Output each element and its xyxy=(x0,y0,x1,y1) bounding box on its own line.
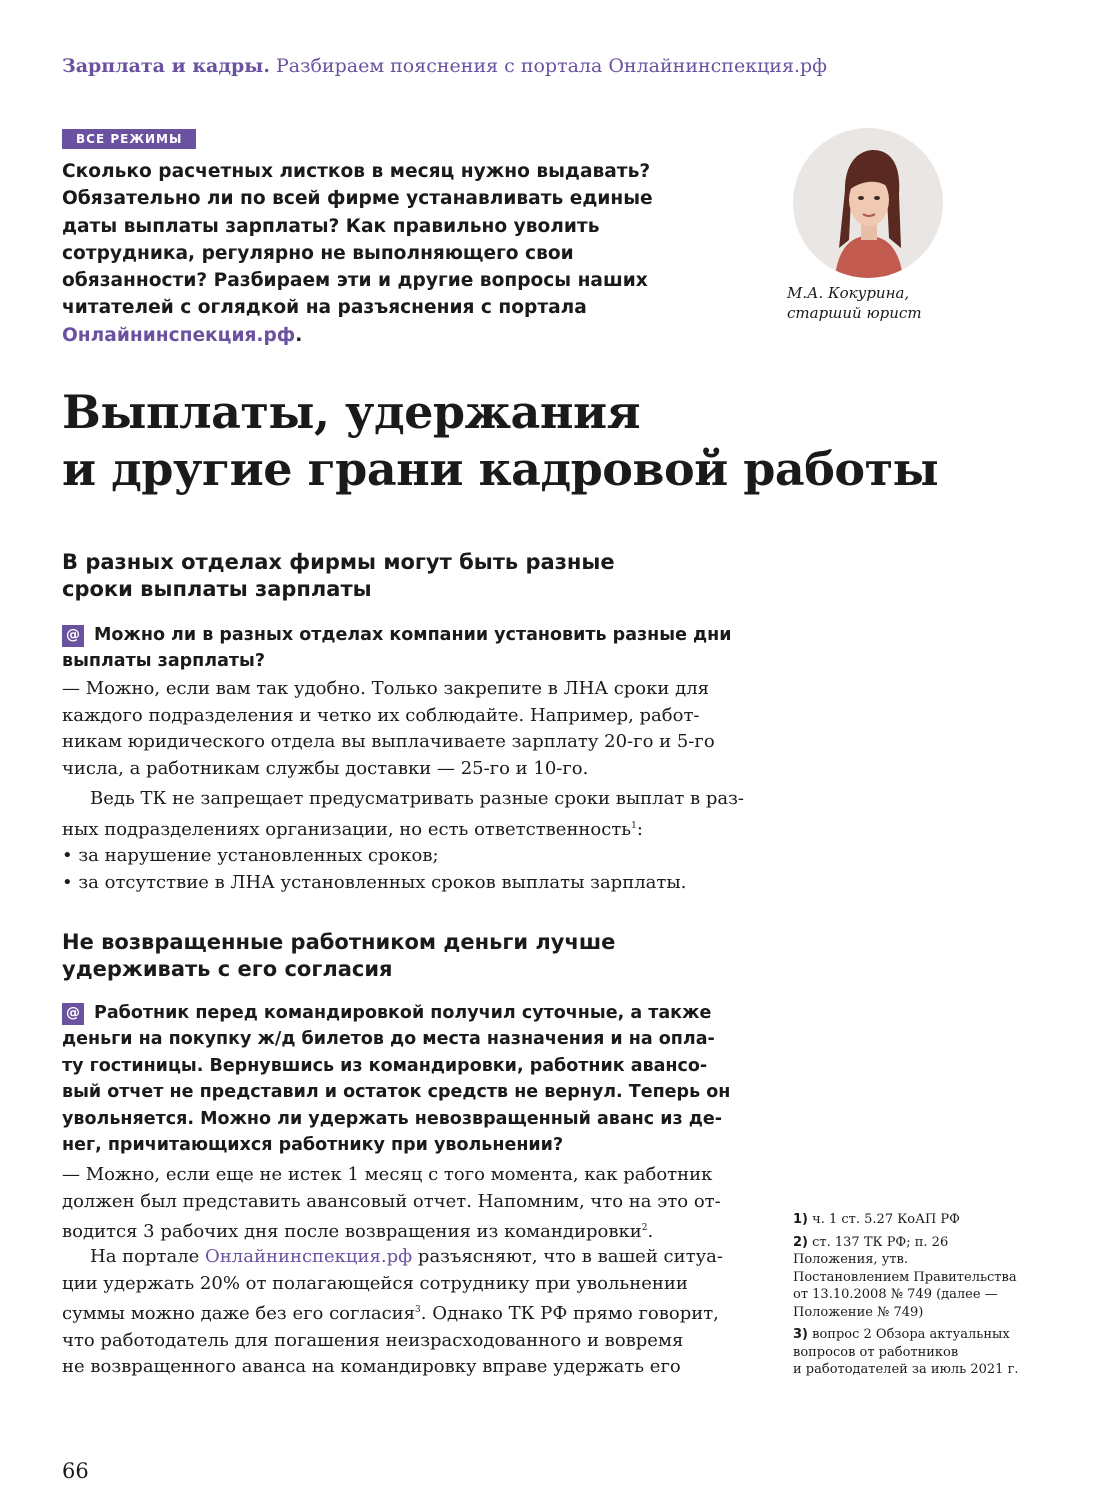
author-caption xyxy=(787,283,922,323)
lead-paragraph xyxy=(62,158,742,349)
answer-text: водится 3 рабочих дня после возвращения из командировки xyxy=(62,1221,642,1242)
answer-line xyxy=(62,1215,752,1246)
body-text: На портале xyxy=(90,1246,200,1267)
lead-end: . xyxy=(295,324,303,346)
lead-line: даты выплаты зарплаты? Как правильно уволить xyxy=(62,215,600,237)
footnote-number: 3) xyxy=(793,1327,808,1342)
body-line: что работодатель для погашения неизрасходованного и вовремя xyxy=(62,1329,684,1351)
footnotes xyxy=(793,1211,1033,1384)
section-1-answer xyxy=(62,676,752,782)
body-line xyxy=(62,1297,752,1328)
section-2-question xyxy=(62,1000,752,1158)
footnote-number: 1) xyxy=(793,1212,808,1227)
answer-line: числа, а работникам службы доставки — 25-го и 10-го. xyxy=(62,757,589,779)
section-1-heading xyxy=(62,549,615,603)
lead-line: сотрудника, регулярно не выполняющего свои xyxy=(62,242,574,264)
question-line: вый отчет не представил и остаток средств не вернул. Теперь он xyxy=(62,1082,731,1103)
footnote-ref[interactable]: 2 xyxy=(641,1223,648,1233)
footnote-text: ст. 137 ТК РФ; п. 26 xyxy=(812,1234,949,1250)
body-text: суммы можно даже без его согласия xyxy=(62,1303,416,1324)
title-line-2: и другие грани кадровой работы xyxy=(62,442,939,496)
question-at-icon: @ xyxy=(62,1003,84,1025)
section-2-body xyxy=(62,1244,752,1381)
body-text: разъясняют, что в вашей ситуа- xyxy=(417,1246,723,1267)
answer-line: — Можно, если еще не истек 1 месяц с того момента, как работник xyxy=(62,1164,713,1185)
author-role: старший юрист xyxy=(787,304,922,322)
article-title xyxy=(62,384,938,498)
body-text: . Однако ТК РФ прямо говорит, xyxy=(420,1303,719,1324)
regime-badge: ВСЕ РЕЖИМЫ xyxy=(62,129,196,149)
lead-line: Сколько расчетных листков в месяц нужно выдавать? xyxy=(62,161,651,182)
answer-line: — Можно, если вам так удобно. Только закрепите в ЛНА сроки для xyxy=(62,678,709,699)
body-line: ции удержать 20% от полагающейся сотруднику при увольнении xyxy=(62,1272,688,1294)
section-2-heading-line: удерживать с его согласия xyxy=(62,957,393,981)
lead-line: Обязательно ли по всей фирме устанавливать единые xyxy=(62,188,653,210)
running-header xyxy=(62,55,827,77)
footnote-text: вопрос 2 Обзора актуальных xyxy=(812,1327,1010,1342)
footnote-text: от 13.10.2008 № 749 (далее — xyxy=(793,1287,998,1302)
footnote-1 xyxy=(793,1211,1033,1229)
question-line: выплаты зарплаты? xyxy=(62,651,266,672)
header-section: Зарплата и кадры. xyxy=(62,55,270,77)
section-2-heading-line: Не возвращенные работником деньги лучше xyxy=(62,930,616,954)
footnote-ref[interactable]: 1 xyxy=(631,820,637,831)
bullet-item: • за нарушение установленных сроков; xyxy=(62,845,439,866)
answer-text: . xyxy=(647,1221,654,1242)
answer-line: каждого подразделения и четко их соблюдайте. Например, работ- xyxy=(62,704,700,726)
page-number: 66 xyxy=(62,1459,89,1483)
title-line-1: Выплаты, удержания xyxy=(62,385,641,439)
author-photo-image xyxy=(793,128,943,278)
section-1-body xyxy=(62,786,752,896)
question-line: Можно ли в разных отделах компании установить разные дни xyxy=(94,625,732,645)
lead-link[interactable]: Онлайнинспекция.рф xyxy=(62,324,296,346)
author-name: М.А. Кокурина, xyxy=(787,284,910,302)
question-line: увольняется. Можно ли удержать невозвращенный аванс из де- xyxy=(62,1108,723,1129)
lead-line: читателей с оглядкой на разъяснения с портала xyxy=(62,297,587,319)
author-photo xyxy=(793,128,943,278)
question-line: деньги на покупку ж/д билетов до места назначения и на опла- xyxy=(62,1029,715,1050)
question-line: нег, причитающихся работнику при увольнении? xyxy=(62,1135,564,1156)
body-text: ных подразделениях организации, но есть ответственность xyxy=(62,818,632,840)
footnote-text: Положения, утв. xyxy=(793,1252,908,1267)
body-line xyxy=(62,813,752,844)
footnote-text: Постановлением Правительства xyxy=(793,1269,1017,1285)
lead-line-last xyxy=(62,322,742,349)
answer-line: никам юридического отдела вы выплачиваете зарплату 20-го и 5-го xyxy=(62,731,715,752)
question-at-icon: @ xyxy=(62,625,84,647)
section-1-heading-line: В разных отделах фирмы могут быть разные xyxy=(62,550,615,574)
footnote-number: 2) xyxy=(793,1234,808,1250)
footnote-2 xyxy=(793,1234,1033,1322)
lead-line: обязанности? Разбираем эти и другие вопросы наших xyxy=(62,270,648,292)
section-2-heading xyxy=(62,929,615,983)
question-line: Работник перед командировкой получил суточные, а также xyxy=(94,1003,712,1023)
body-line: Ведь ТК не запрещает предусматривать разные сроки выплат в раз- xyxy=(90,788,745,809)
body-line: не возвращенного аванса на командировку вправе удержать его xyxy=(62,1356,681,1377)
footnote-text: Положение № 749) xyxy=(793,1304,924,1320)
question-line: ту гостиницы. Вернувшись из командировки, работник авансо- xyxy=(62,1055,708,1076)
footnote-3 xyxy=(793,1326,1033,1379)
footnote-text: вопросов от работников xyxy=(793,1344,959,1360)
footnote-text: ч. 1 ст. 5.27 КоАП РФ xyxy=(812,1212,960,1227)
body-line xyxy=(62,1244,752,1271)
answer-line: должен был представить авансовый отчет. Напомним, что на это от- xyxy=(62,1190,721,1212)
portal-link[interactable]: Онлайнинспекция.рф xyxy=(205,1246,413,1267)
header-subtitle: Разбираем пояснения с портала Онлайнинспекция.рф xyxy=(276,55,828,77)
body-text: : xyxy=(636,818,643,840)
section-1-heading-line: сроки выплаты зарплаты xyxy=(62,577,372,601)
footnote-text: и работодателей за июль 2021 г. xyxy=(793,1362,1019,1377)
section-2-answer xyxy=(62,1162,752,1246)
section-1-question xyxy=(62,622,752,675)
bullet-item: • за отсутствие в ЛНА установленных сроков выплаты зарплаты. xyxy=(62,871,687,893)
footnote-ref[interactable]: 3 xyxy=(415,1305,421,1315)
